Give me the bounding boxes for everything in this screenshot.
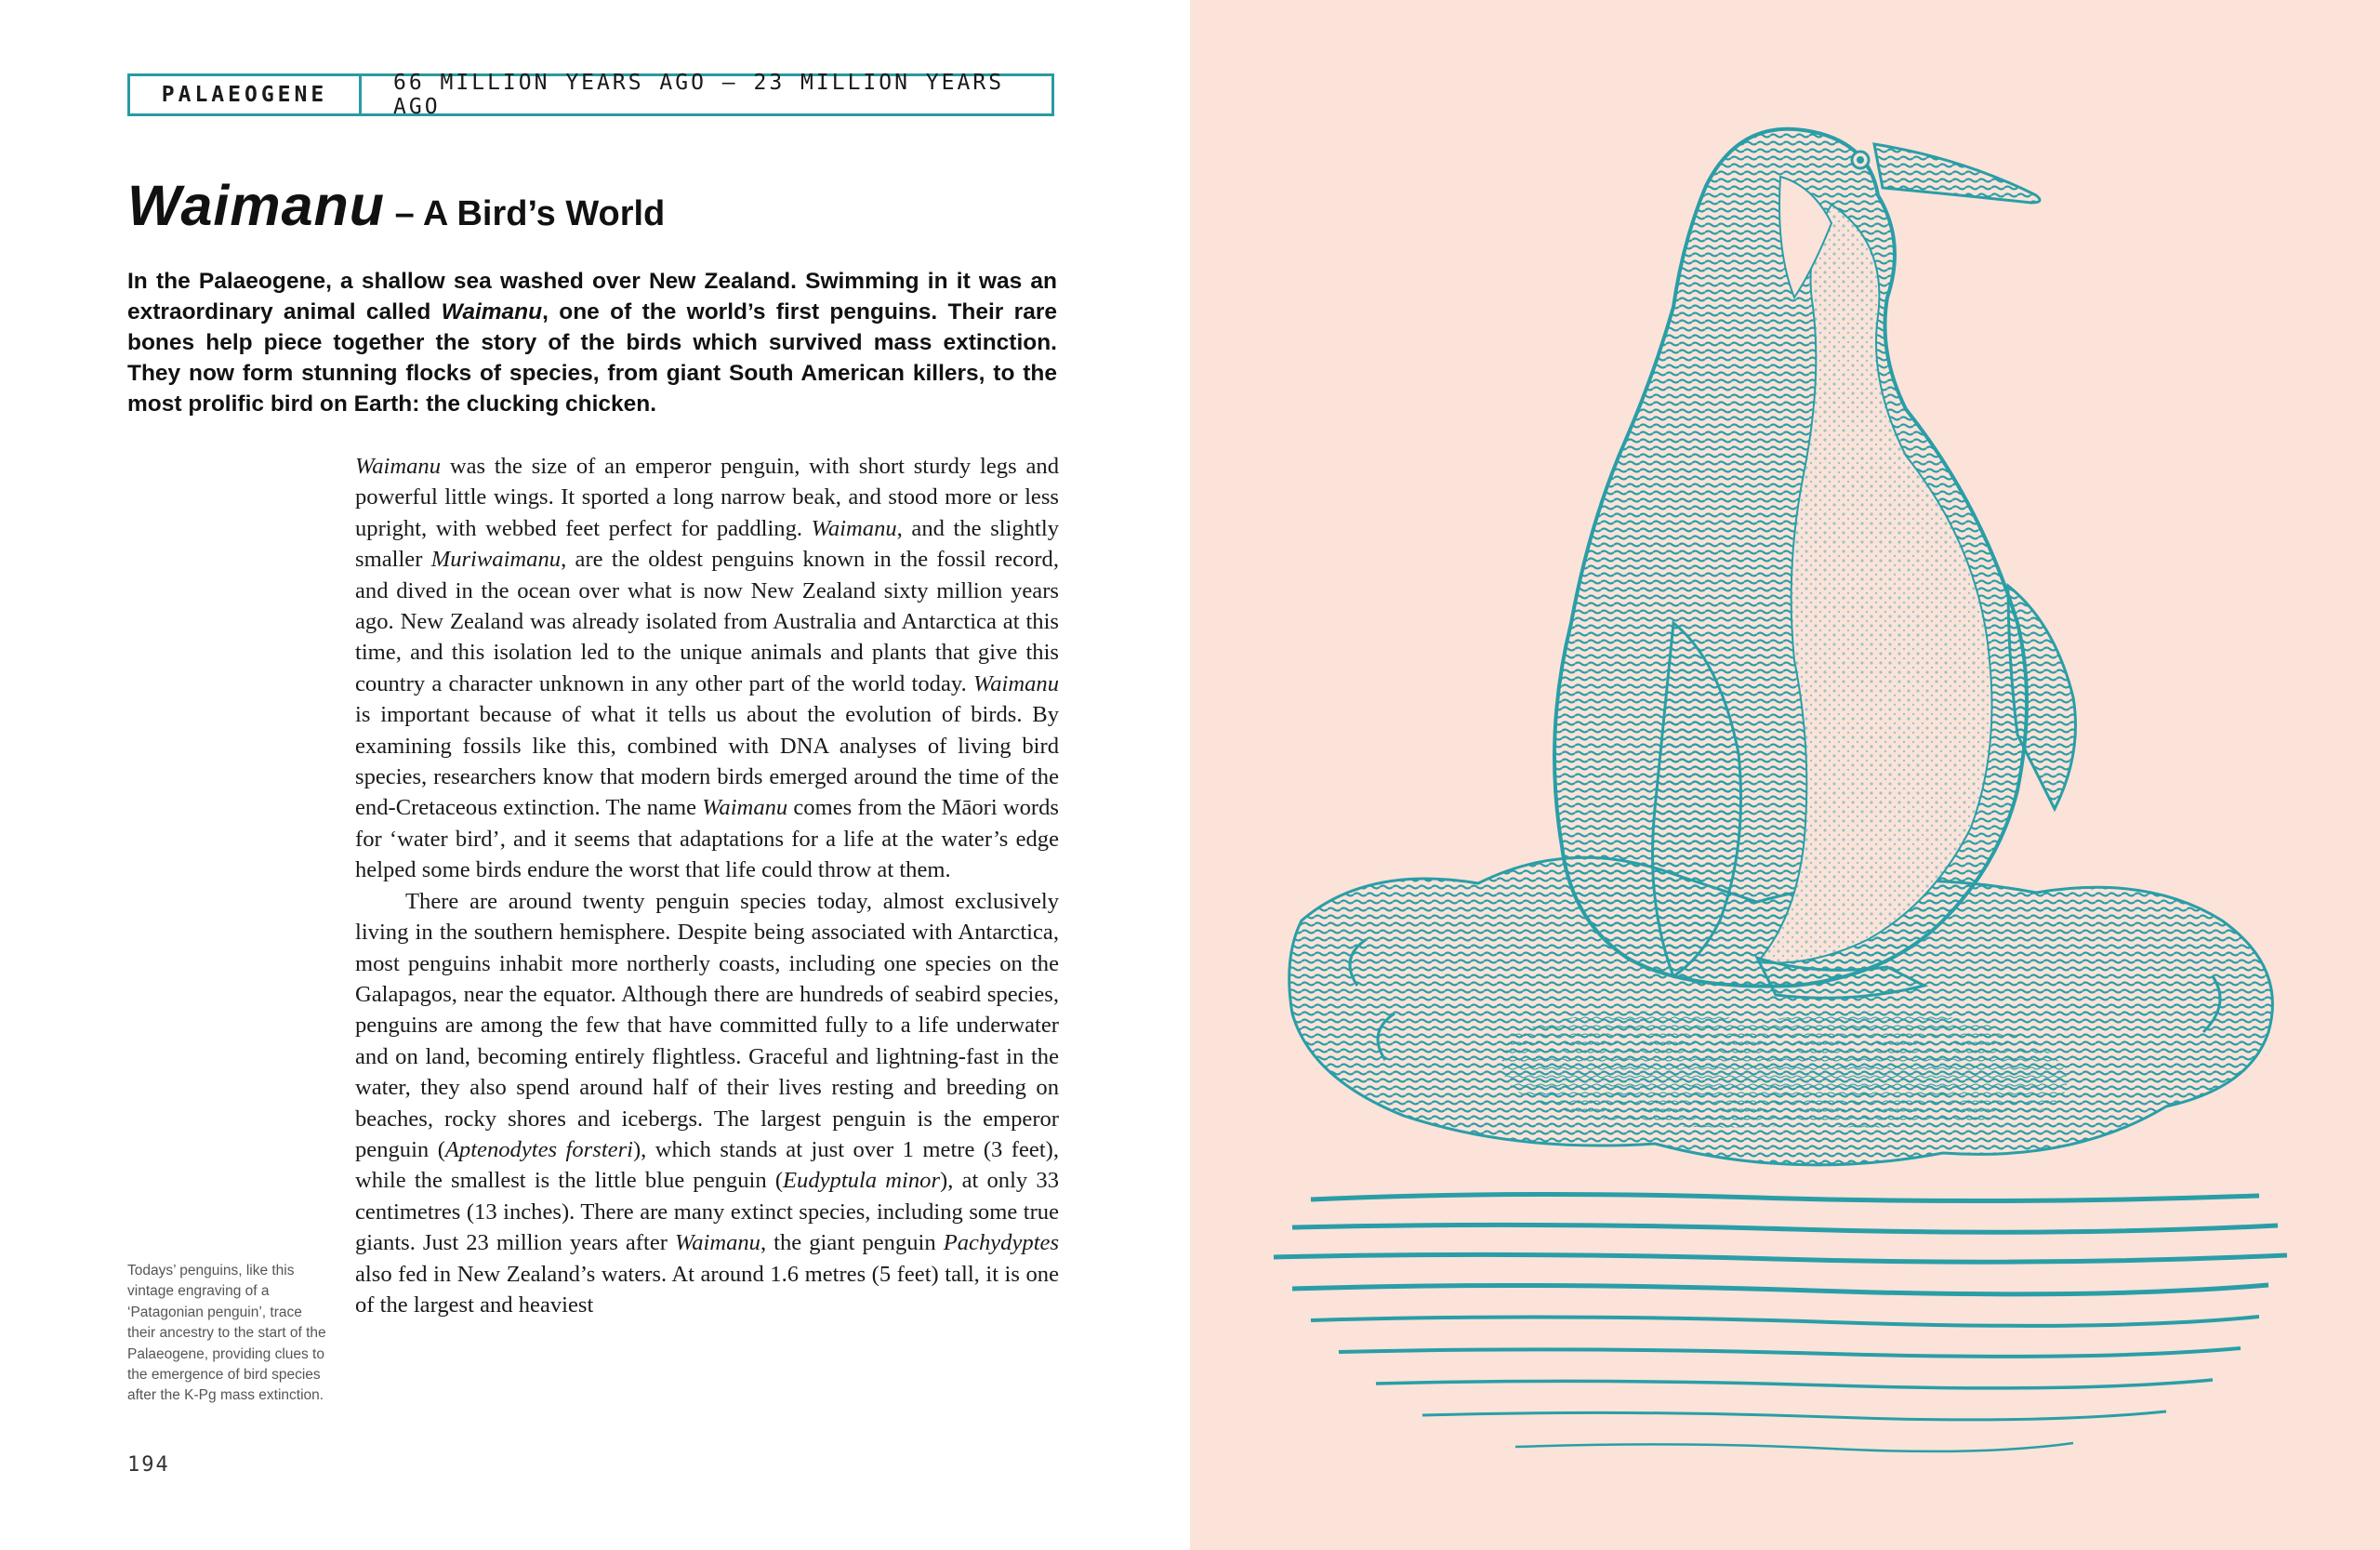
- body-text-run: , the giant penguin: [760, 1230, 944, 1256]
- italic-term: Waimanu: [674, 1230, 760, 1256]
- italic-term: Pachydyptes: [943, 1230, 1060, 1256]
- body-text: [355, 451, 1059, 1320]
- title-sub: – A Bird’s World: [385, 194, 666, 233]
- body-text-run: is important because of what it tells us about the evolution of birds. By examining fossils like this, combined with DNA analyses of living bird species, researchers know that modern birds emerged around the time of the end-Cretaceous extinction. The name: [355, 702, 1059, 821]
- body-text-run: ), at only 33 centimetres (13 inches). There are many extinct species, including some true giants. Just 23 million years after: [355, 1168, 1059, 1256]
- intro-text-2: , one of the world’s first penguins. Their rare bones help piece together the story of the birds which survived mass extinction. They now form stunning flocks of species, from giant South American killers, to the most prolific bird on Earth: the clucking chicken.: [127, 299, 1057, 417]
- penguin-body: [1554, 129, 2076, 999]
- body-paragraph-2: [355, 886, 1059, 1321]
- italic-term: Muriwaimanu: [430, 547, 562, 573]
- body-text-run: was the size of an emperor penguin, with short sturdy legs and powerful little wings. It sported a long narrow beak, and stood more or less upright, with webbed feet perfect for paddling.: [355, 454, 1059, 541]
- era-range: 66 MILLION YEARS AGO – 23 MILLION YEARS AGO: [393, 71, 1005, 119]
- italic-term: Aptenodytes forsteri: [444, 1136, 633, 1162]
- era-name: PALAEOGENE: [130, 76, 362, 113]
- penguin-illustration: [1236, 102, 2334, 1497]
- intro-emphasis: Waimanu: [441, 299, 543, 325]
- body-text-run: ), which stands at just over 1 metre (3 feet), while the smallest is the little blue penguin (: [355, 1136, 1059, 1194]
- era-header: [127, 71, 1054, 119]
- intro-text-1: In the Palaeogene, a shallow sea washed over New Zealand. Swimming in it was an extraordinary animal called: [127, 269, 1057, 325]
- title-main: Waimanu: [127, 174, 386, 237]
- body-text-run: comes from the Māori words for ‘water bird’, and it seems that adaptations for a life at the water’s edge helped some birds endure the worst that life could throw at them.: [355, 795, 1059, 883]
- italic-term: Waimanu: [811, 515, 897, 541]
- page-number: 194: [127, 1453, 170, 1477]
- italic-term: Waimanu: [972, 670, 1059, 696]
- image-caption: Todays’ penguins, like this vintage engraving of a ‘Patagonian penguin’, trace their ancestry to the start of the Palaeogene, providing clues to the emergence of bird species after the K-Pg mass extinction.: [127, 1263, 326, 1404]
- body-text-run: , and the slightly smaller: [355, 515, 1059, 573]
- body-paragraph-1: [355, 451, 1059, 886]
- body-text-run: , are the oldest penguins known in the fossil record, and dived in the ocean over what is now New Zealand sixty million years ago. New Zealand was already isolated from Australia and Antarctica at this time, and this isolation led to the unique animals and plants that give this country a character unknown in any other part of the world today.: [355, 547, 1059, 696]
- intro-paragraph: [127, 266, 1057, 419]
- italic-term: Waimanu: [355, 454, 442, 479]
- water-lines: [1274, 1194, 2287, 1451]
- italic-term: Eudyptula minor: [783, 1168, 941, 1194]
- body-text-run: also fed in New Zealand’s waters. At around 1.6 metres (5 feet) tall, it is one of the largest and heaviest: [355, 1261, 1059, 1318]
- page-title: [127, 173, 1057, 238]
- penguin-beak: [1874, 144, 2040, 203]
- body-text-run: There are around twenty penguin species today, almost exclusively living in the southern hemisphere. Despite being associated with Antarctica, most penguins inhabit more northerly coasts, including one species on the Galapagos, near the equator. Although there are hundreds of seabird species, penguins are among the few that have committed fully to a life underwater and on land, becoming entirely flightless. Graceful and lightning-fast in the water, they also spend around half of their lives resting and breeding on beaches, rocky shores and icebergs. The largest penguin is the emperor penguin (: [355, 888, 1059, 1162]
- italic-term: Waimanu: [702, 795, 788, 821]
